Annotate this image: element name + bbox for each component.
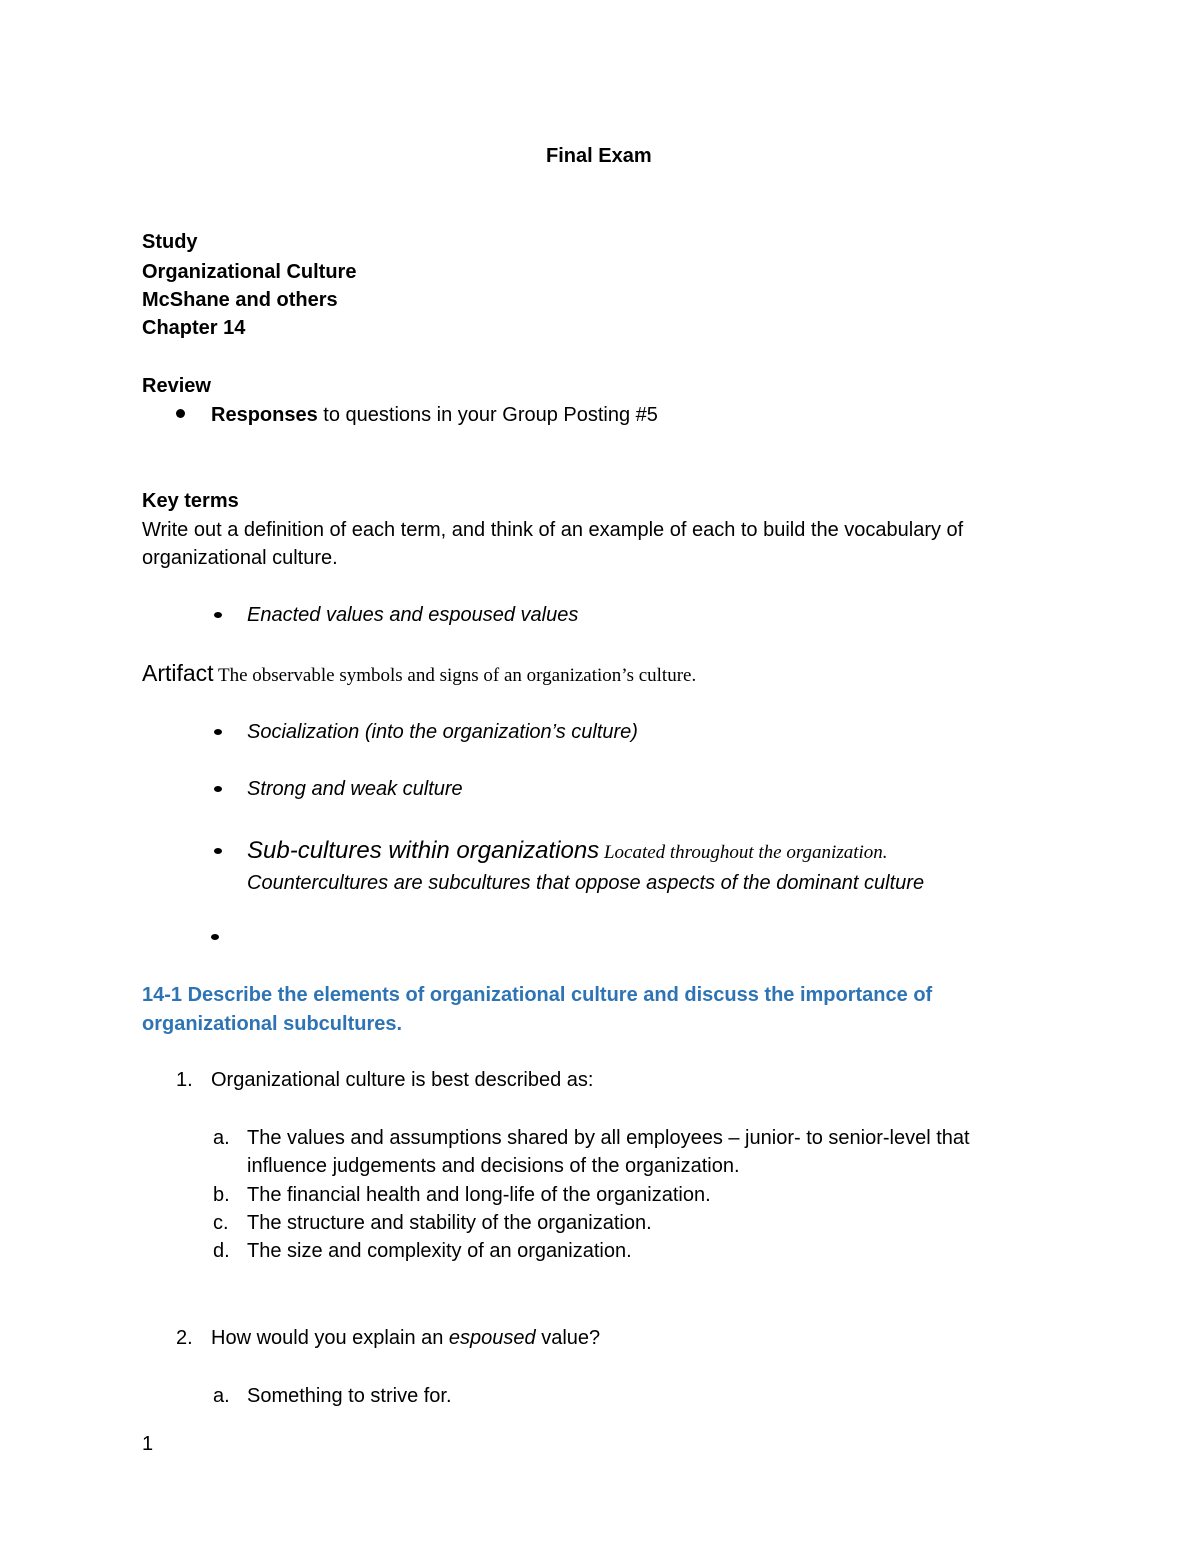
- option-letter: a.: [213, 1127, 230, 1149]
- option-text: The structure and stability of the organization.: [247, 1212, 652, 1234]
- bullet-icon: [214, 786, 222, 792]
- key-terms-intro-line1: Write out a definition of each term, and think of an example of each to build the vocabulary of: [142, 519, 964, 541]
- bullet-icon: [176, 409, 185, 418]
- question-2-number: 2.: [176, 1327, 193, 1349]
- page-number: 1: [142, 1433, 154, 1455]
- review-item-text: to questions in your Group Posting #5: [317, 404, 658, 426]
- option-letter: b.: [213, 1184, 230, 1206]
- question-1-number: 1.: [176, 1069, 193, 1091]
- countercultures-text: Countercultures are subcultures that oppose aspects of the dominant culture: [247, 872, 925, 894]
- study-authors: McShane and others: [142, 289, 338, 311]
- document-title: Final Exam: [546, 145, 652, 167]
- option-letter: c.: [213, 1212, 229, 1234]
- study-chapter: Chapter 14: [142, 317, 246, 339]
- question-2-text: [211, 1326, 600, 1350]
- bullet-icon: [214, 729, 222, 735]
- study-topic: Organizational Culture: [142, 261, 357, 283]
- learning-objective-line2: organizational subcultures.: [142, 1013, 403, 1035]
- bullet-icon: [211, 934, 219, 940]
- subcultures-definition: Located throughout the organization.: [599, 842, 888, 863]
- option-text: The values and assumptions shared by all employees – junior- to senior-level that: [247, 1127, 970, 1149]
- term-socialization: Socialization (into the organization’s culture): [247, 721, 638, 743]
- artifact-label: Artifact: [142, 660, 214, 686]
- option-text-cont: influence judgements and decisions of the organization.: [247, 1155, 740, 1177]
- option-letter: a.: [213, 1385, 230, 1407]
- learning-objective-line1: 14-1 Describe the elements of organizational culture and discuss the importance of: [142, 984, 933, 1006]
- key-terms-heading: Key terms: [142, 490, 239, 512]
- question-2-text-end: value?: [535, 1327, 601, 1349]
- key-terms-intro-line2: organizational culture.: [142, 547, 338, 569]
- term-subcultures: [247, 836, 888, 868]
- question-2-text-italic: espoused: [448, 1327, 536, 1349]
- artifact-entry: [142, 661, 696, 688]
- subcultures-label: Sub-cultures within organizations: [247, 837, 600, 864]
- bullet-icon: [214, 612, 222, 618]
- review-heading: Review: [142, 375, 211, 397]
- question-1-text: Organizational culture is best described as:: [211, 1069, 594, 1091]
- option-text: Something to strive for.: [247, 1385, 452, 1407]
- review-item: [211, 403, 658, 427]
- option-text: The size and complexity of an organization.: [247, 1240, 632, 1262]
- review-item-bold: Responses: [211, 404, 318, 426]
- question-2-text-start: How would you explain an: [211, 1327, 449, 1349]
- option-letter: d.: [213, 1240, 230, 1262]
- option-text: The financial health and long-life of the organization.: [247, 1184, 711, 1206]
- artifact-definition: The observable symbols and signs of an organization’s culture.: [213, 665, 697, 686]
- term-strong-weak-culture: Strong and weak culture: [247, 778, 463, 800]
- study-heading: Study: [142, 231, 198, 253]
- bullet-icon: [214, 848, 222, 854]
- term-enacted-espoused: Enacted values and espoused values: [247, 604, 579, 626]
